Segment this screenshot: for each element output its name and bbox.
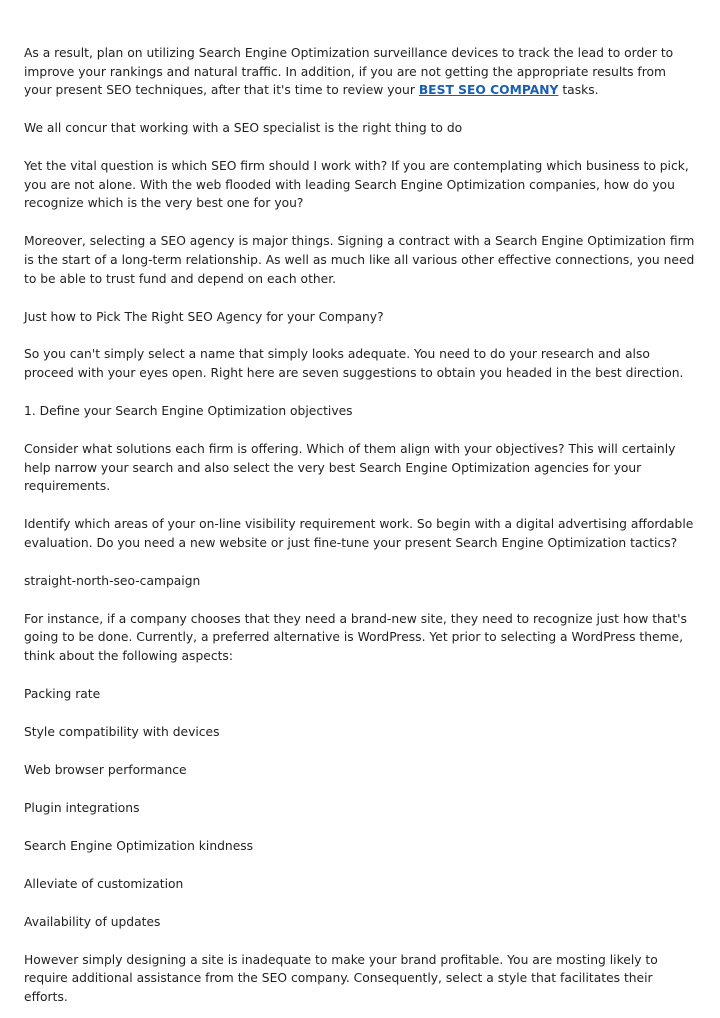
paragraph: However simply designing a site is inadequate to make your brand profitable. You are mosting likely to require additional assistance from the SEO company. Consequently, select a style that facilitates their efforts. xyxy=(24,952,658,1005)
paragraph: Moreover, selecting a SEO agency is major things. Signing a contract with a Search Engine Optimization firm is the start of a long-term relationship. As well as much like all various other effective connections, you need to be able to trust fund and depend on each other. xyxy=(24,234,695,286)
paragraph: Consider what solutions each firm is offering. Which of them align with your objectives? This will certainly help narrow your search and also select the very best Search Engine Optimization agencies for your requirements. xyxy=(24,442,676,494)
section-heading: Just how to Pick The Right SEO Agency for your Company? xyxy=(24,309,384,324)
paragraph: So you can't simply select a name that simply looks adequate. You need to do your research and also proceed with your eyes open. Right here are seven suggestions to obtain you headed in the best direction. xyxy=(24,347,684,381)
paragraph-intro xyxy=(24,44,696,100)
list-item: Alleviate of customization xyxy=(24,876,184,891)
list-item: Plugin integrations xyxy=(24,800,140,815)
best-seo-company-link[interactable]: BEST SEO COMPANY xyxy=(418,83,559,98)
list-item: Availability of updates xyxy=(24,914,161,929)
paragraph: Yet the vital question is which SEO firm should I work with? If you are contemplating which business to pick, you are not alone. With the web flooded with leading Search Engine Optimization companies, how do you recognize which is the very best one for you? xyxy=(24,159,689,211)
list-item: Packing rate xyxy=(24,686,101,701)
paragraph: For instance, if a company chooses that they need a brand-new site, they need to recognize just how that's going to be done. Currently, a preferred alternative is WordPress. Yet prior to selecting a WordPress theme, think about the following aspects: xyxy=(24,611,687,663)
paragraph: We all concur that working with a SEO specialist is the right thing to do xyxy=(24,121,463,136)
list-item: Search Engine Optimization kindness xyxy=(24,838,254,853)
list-item: Style compatibility with devices xyxy=(24,724,220,739)
list-item: Web browser performance xyxy=(24,762,187,777)
image-caption-text: straight-north-seo-campaign xyxy=(24,573,201,588)
paragraph-intro-tail: tasks. xyxy=(558,83,599,98)
paragraph: Identify which areas of your on-line visibility requirement work. So begin with a digital advertising affordable evaluation. Do you need a new website or just fine-tune your present Search Engine Optimization tactics? xyxy=(24,517,694,550)
paragraph-intro-text: As a result, plan on utilizing Search Engine Optimization surveillance devices to track the lead to order to improve your rankings and natural traffic. In addition, if you are not getting the appropriate results from your present SEO techniques, after that it's time to review your xyxy=(24,46,674,98)
numbered-heading: 1. Define your Search Engine Optimization objectives xyxy=(24,404,353,419)
